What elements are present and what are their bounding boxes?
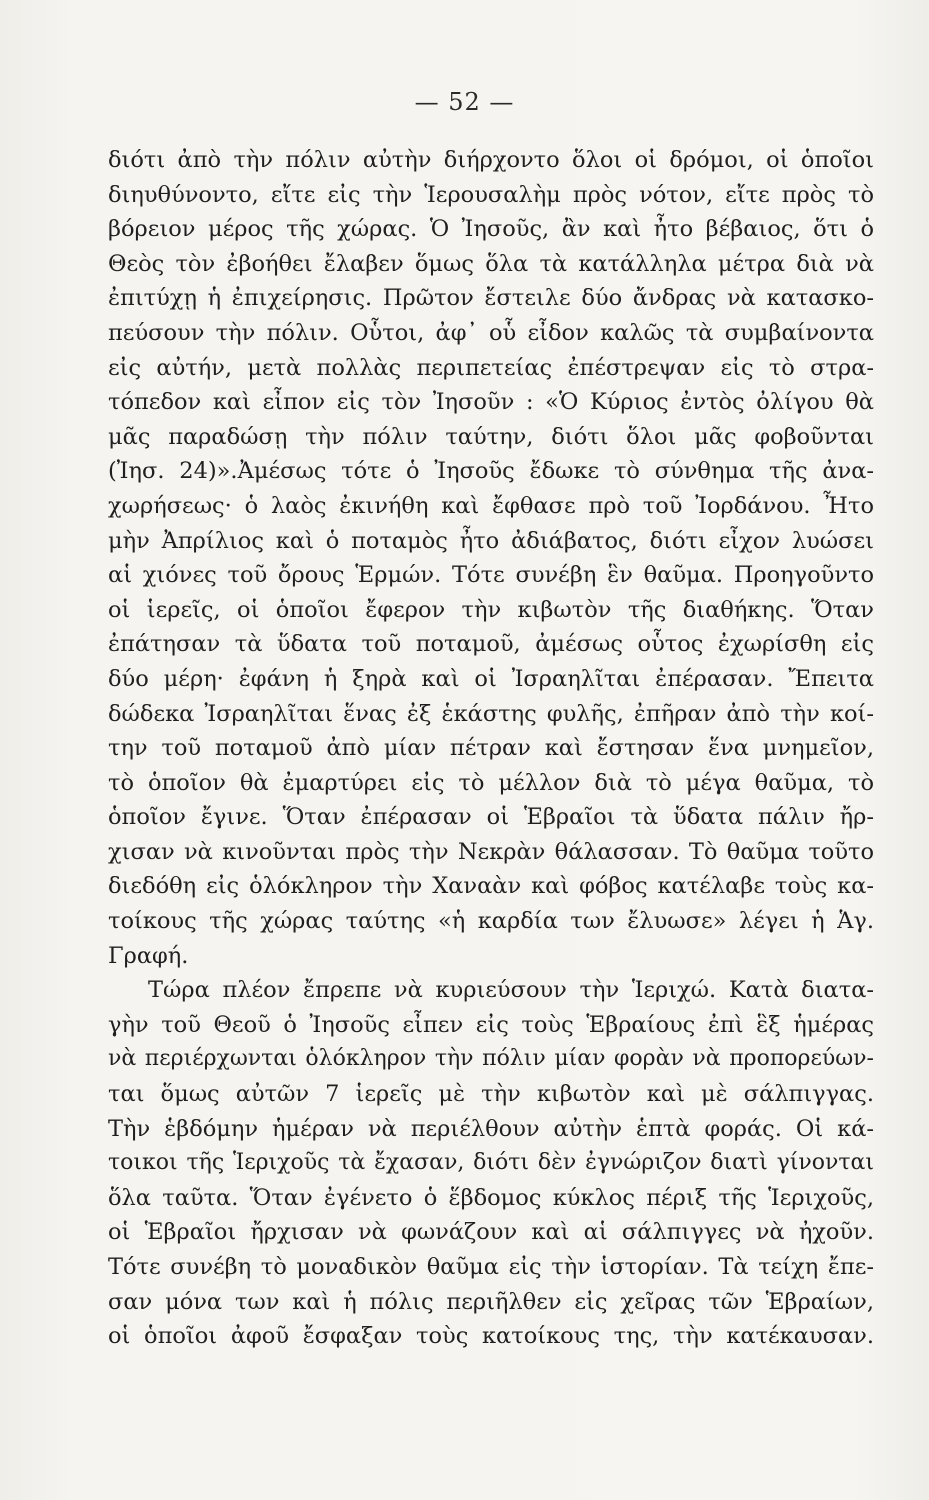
text-line: εἰς αὐτήν, μετὰ πολλὰς περιπετείας ἐπέστρεψαν εἰς τὸ στρα- [108,354,874,381]
text-line: μᾶς παραδώσῃ τὴν πόλιν ταύτην, διότι ὅλοι μᾶς φοβοῦνται [108,423,874,450]
text-line: διεδόθη εἰς ὁλόκληρον τὴν Χαναὰν καὶ φόβος κατέλαβε τοὺς κα- [108,873,874,900]
text-line: ὅλα ταῦτα. Ὅταν ἐγένετο ὁ ἕβδομος κύκλος πέριξ τῆς Ἱεριχοῦς, [108,1184,874,1211]
paragraph-start-line: Τώρα πλέον ἔπρεπε νὰ κυριεύσουν τὴν Ἱεριχώ. Κατὰ διατα- [148,977,874,1004]
text-line: δύο μέρη· ἐφάνη ἡ ξηρὰ καὶ οἱ Ἰσραηλῖται ἐπέρασαν. Ἔπειτα [108,665,874,692]
body-text [108,143,874,1354]
text-line: την τοῦ ποταμοῦ ἀπὸ μίαν πέτραν καὶ ἔστησαν ἕνα μνημεῖον, [108,735,874,762]
text-line: οἱ ὁποῖοι ἀφοῦ ἔσφαξαν τοὺς κατοίκους της, τὴν κατέκαυσαν. [108,1323,874,1350]
page-number: — 52 — [414,88,515,116]
text-line: αἱ χιόνες τοῦ ὄρους Ἑρμών. Τότε συνέβη ἓν θαῦμα. Προηγοῦντο [108,562,874,589]
text-line: τοίκους τῆς χώρας ταύτης «ἡ καρδία των ἔλυωσε» λέγει ἡ Ἁγ. [108,908,874,935]
text-line: ἐπάτησαν τὰ ὕδατα τοῦ ποταμοῦ, ἀμέσως οὗτος ἐχωρίσθη εἰς [108,631,874,658]
text-line: οἱ ἱερεῖς, οἱ ὁποῖοι ἔφερον τὴν κιβωτὸν τῆς διαθήκης. Ὅταν [108,596,874,623]
text-line: τὸ ὁποῖον θὰ ἐμαρτύρει εἰς τὸ μέλλον διὰ τὸ μέγα θαῦμα, τὸ [108,769,874,796]
text-line: (Ἰησ. 24)».Ἀμέσως τότε ὁ Ἰησοῦς ἔδωκε τὸ σύνθημα τῆς ἀνα- [108,458,874,485]
text-line: διηυθύνοντο, εἴτε εἰς τὴν Ἱερουσαλὴμ πρὸς νότον, εἴτε πρὸς τὸ [108,181,874,208]
text-line: χωρήσεως· ὁ λαὸς ἐκινήθη καὶ ἔφθασε πρὸ τοῦ Ἰορδάνου. Ἦτο [108,492,874,519]
text-line: μὴν Ἀπρίλιος καὶ ὁ ποταμὸς ἦτο ἀδιάβατος, διότι εἶχον λυώσει [108,527,874,554]
text-line: ται ὅμως αὐτῶν 7 ἱερεῖς μὲ τὴν κιβωτὸν καὶ μὲ σάλπιγγας. [108,1081,874,1108]
text-line: ὁποῖον ἔγινε. Ὅταν ἐπέρασαν οἱ Ἑβραῖοι τὰ ὕδατα πάλιν ἤρ- [108,804,874,831]
text-line: βόρειον μέρος τῆς χώρας. Ὁ Ἰησοῦς, ἂν καὶ ἦτο βέβαιος, ὅτι ὁ [108,216,874,243]
text-line: δώδεκα Ἰσραηλῖται ἕνας ἐξ ἑκάστης φυλῆς, ἐπῆραν ἀπὸ τὴν κοί- [108,700,874,727]
text-line: Τὴν ἑβδόμην ἡμέραν νὰ περιέλθουν αὐτὴν ἑπτὰ φοράς. Οἱ κά- [108,1115,874,1142]
text-line: πεύσουν τὴν πόλιν. Οὗτοι, ἀφ᾽ οὗ εἶδον καλῶς τὰ συμβαίνοντα [108,319,874,346]
text-line: Θεὸς τὸν ἐβοήθει ἔλαβεν ὅμως ὅλα τὰ κατάλληλα μέτρα διὰ νὰ [108,250,874,277]
text-line: σαν μόνα των καὶ ἡ πόλις περιῆλθεν εἰς χεῖρας τῶν Ἑβραίων, [108,1288,874,1315]
text-line: τόπεδον καὶ εἶπον εἰς τὸν Ἰησοῦν : «Ὁ Κύριος ἐντὸς ὀλίγου θὰ [108,389,874,416]
text-line: ἐπιτύχῃ ἡ ἐπιχείρησις. Πρῶτον ἔστειλε δύο ἄνδρας νὰ κατασκο- [108,285,874,312]
text-line: τοικοι τῆς Ἱεριχοῦς τὰ ἔχασαν, διότι δὲν ἐγνώριζον διατὶ γίνονται [108,1150,874,1176]
text-line: Τότε συνέβη τὸ μοναδικὸν θαῦμα εἰς τὴν ἱστορίαν. Τὰ τείχη ἔπε- [108,1254,874,1280]
text-line: διότι ἀπὸ τὴν πόλιν αὐτὴν διήρχοντο ὅλοι οἱ δρόμοι, οἱ ὁποῖοι [108,147,874,173]
text-line: γὴν τοῦ Θεοῦ ὁ Ἰησοῦς εἶπεν εἰς τοὺς Ἑβραίους ἐπὶ ἓξ ἡμέρας [108,1011,874,1038]
paragraph-end-line: Γραφή. [108,942,189,969]
text-line: νὰ περιέρχωνται ὁλόκληρον τὴν πόλιν μίαν φορὰν νὰ προπορεύων- [108,1046,874,1072]
text-line: οἱ Ἑβραῖοι ἤρχισαν νὰ φωνάζουν καὶ αἱ σάλπιγγες νὰ ἠχοῦν. [108,1219,874,1246]
text-line: χισαν νὰ κινοῦνται πρὸς τὴν Νεκρὰν θάλασσαν. Τὸ θαῦμα τοῦτο [108,838,874,865]
